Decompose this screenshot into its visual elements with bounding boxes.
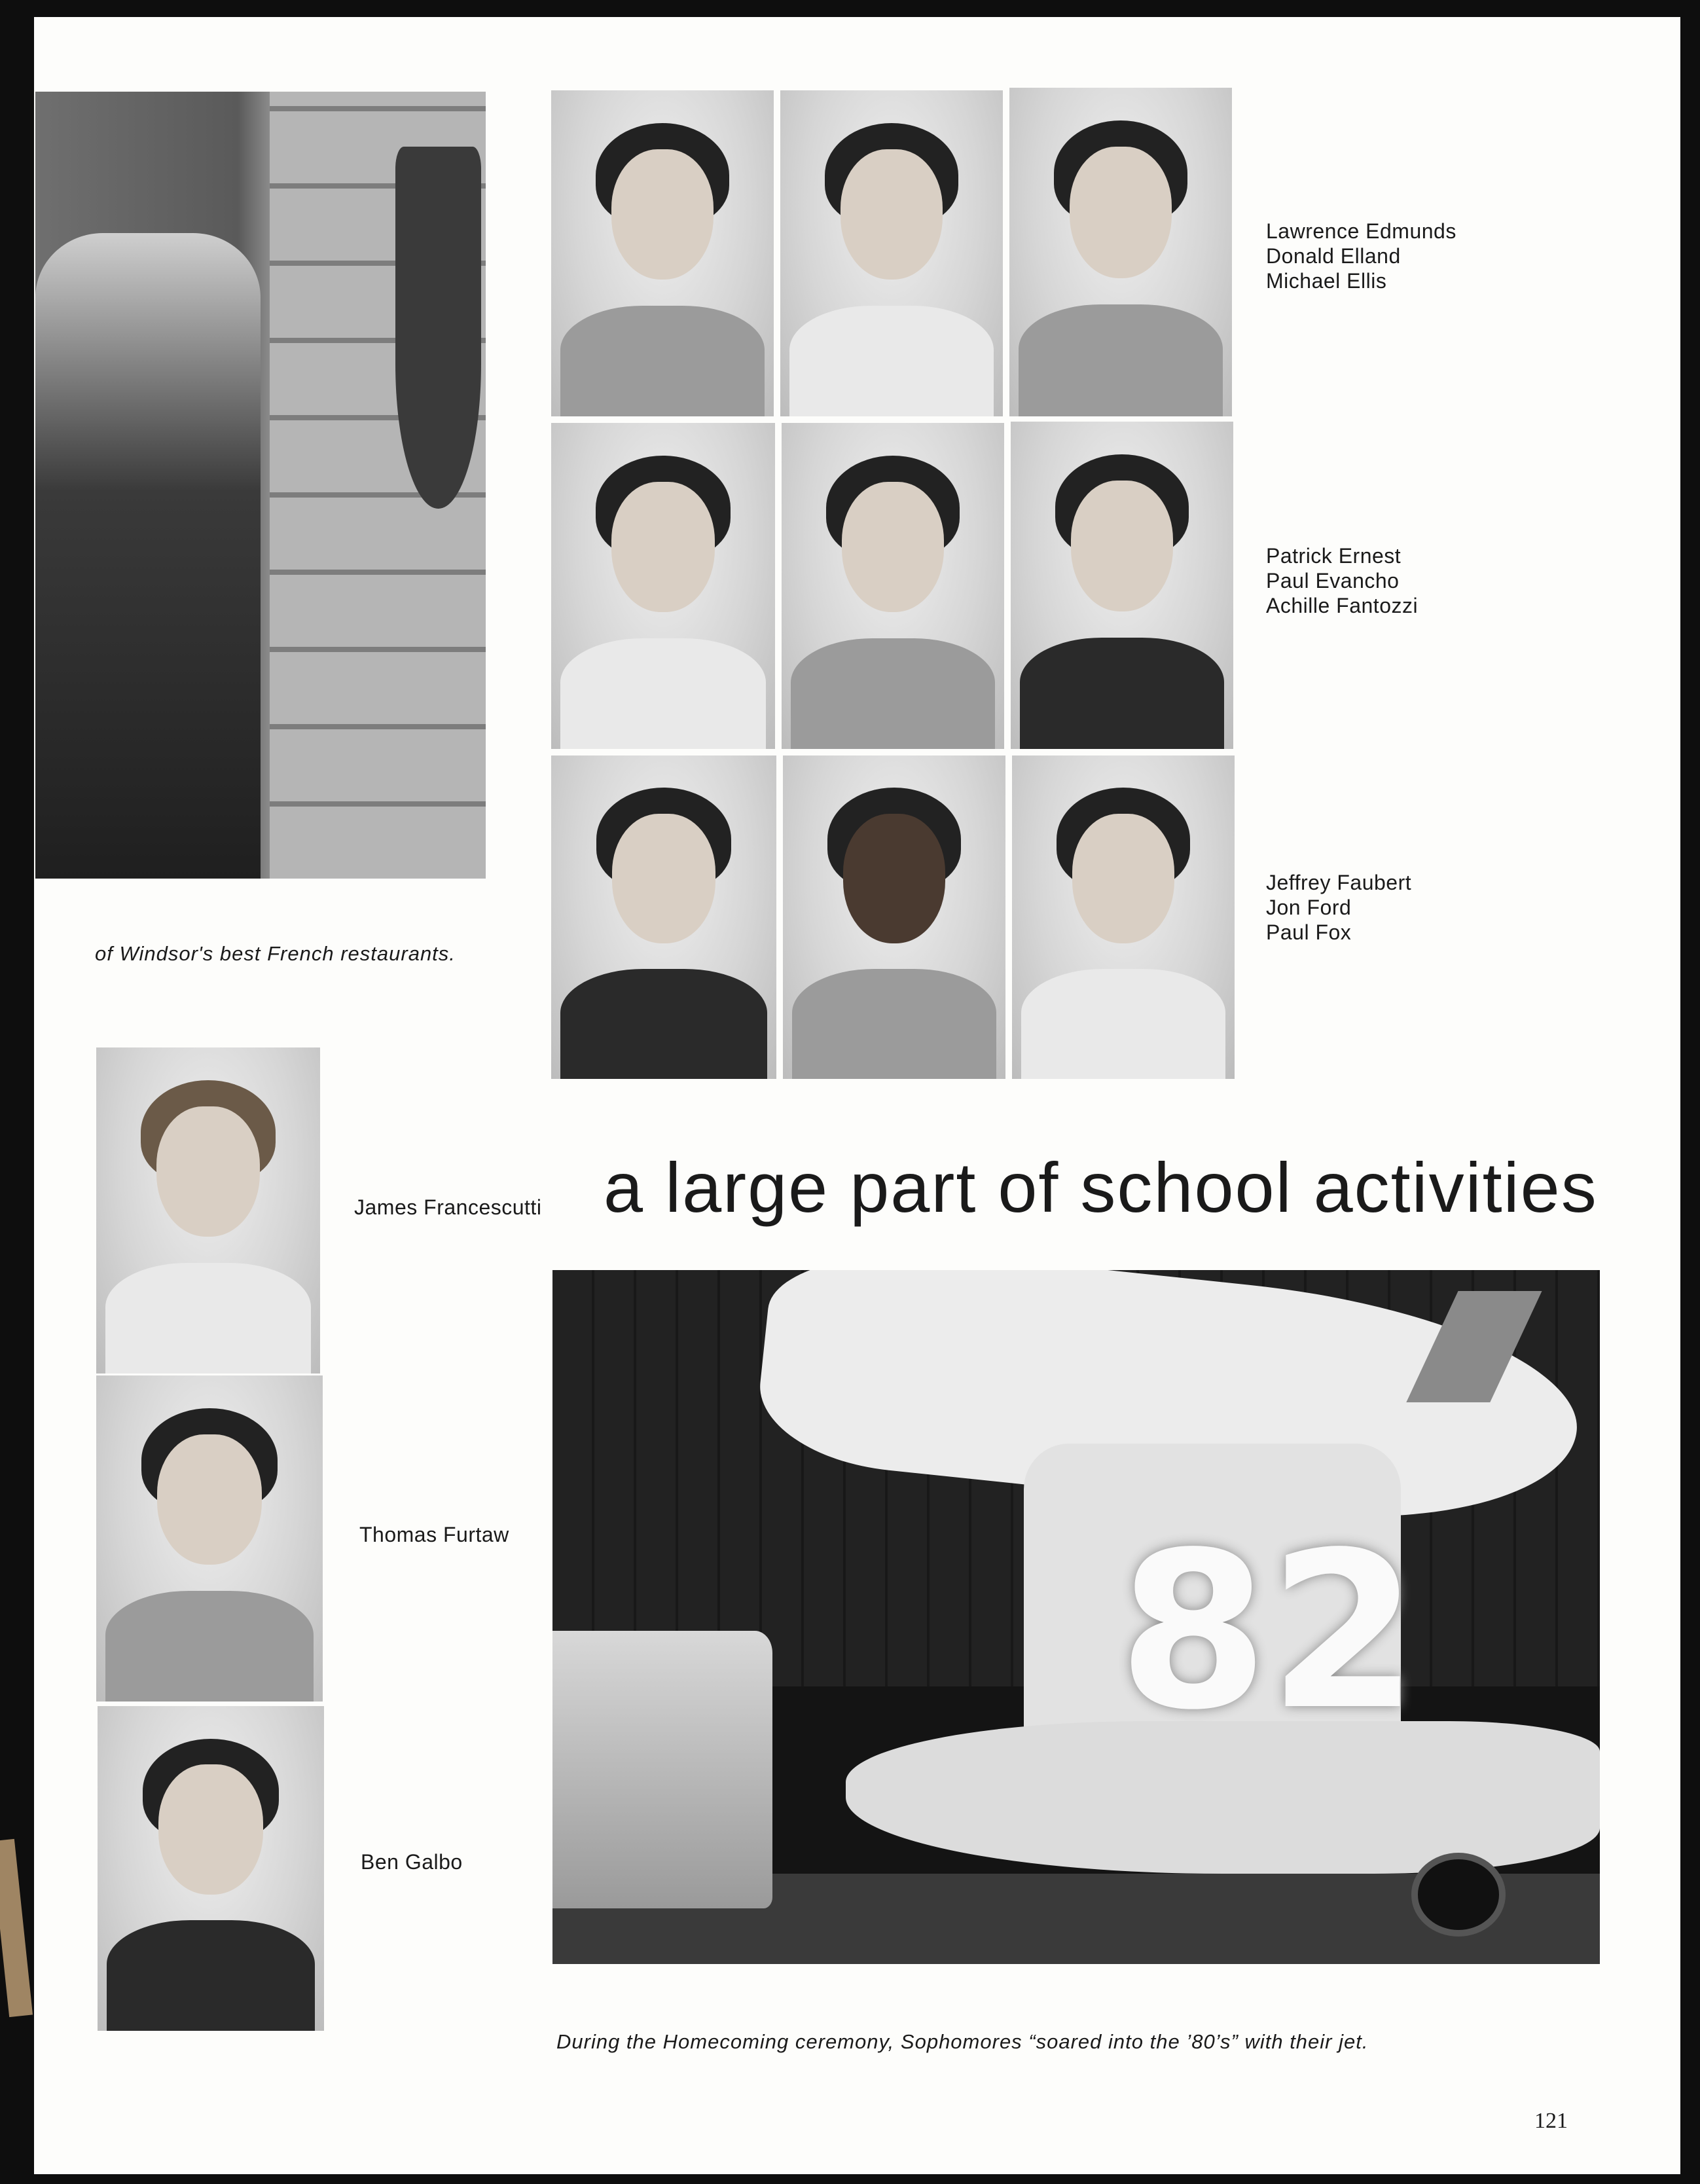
portrait-donald-elland [780, 90, 1003, 416]
portrait-lawrence-edmunds [551, 90, 774, 416]
student-name: Paul Evancho [1266, 569, 1400, 592]
student-name: Paul Fox [1266, 920, 1352, 944]
trailer-wheel [1411, 1853, 1506, 1936]
yearbook-page [34, 17, 1680, 2174]
name-group-1 [1266, 219, 1456, 293]
student-name: Achille Fantozzi [1266, 594, 1419, 617]
float-number: 82 [1118, 1506, 1419, 1758]
group-of-students [35, 233, 261, 879]
crest-shield [395, 147, 481, 509]
student-name: James Francescutti [354, 1195, 542, 1219]
student-name: Jon Ford [1266, 896, 1352, 919]
student-name: Jeffrey Faubert [1266, 871, 1412, 894]
portrait-patrick-ernest [551, 423, 775, 749]
student-name: Patrick Ernest [1266, 544, 1402, 568]
portrait-james-francescutti [96, 1047, 320, 1374]
portrait-achille-fantozzi [1011, 422, 1233, 749]
student-name: Thomas Furtaw [359, 1523, 509, 1546]
name-group-3 [1266, 870, 1411, 945]
portrait-ben-galbo [98, 1706, 324, 2031]
student-name: Donald Elland [1266, 244, 1401, 268]
page-number: 121 [1534, 2109, 1568, 2133]
portrait-thomas-furtaw [96, 1375, 323, 1702]
page-headline: a large part of school activities [604, 1148, 1598, 1227]
portrait-michael-ellis [1009, 88, 1232, 416]
name-group-2 [1266, 543, 1418, 618]
portrait-paul-evancho [782, 423, 1004, 749]
binding-tape [0, 1839, 33, 2017]
homecoming-float-photo [552, 1270, 1600, 1964]
student-name: Michael Ellis [1266, 269, 1387, 293]
float-photo-caption: During the Homecoming ceremony, Sophomores “soared into the ’80’s” with their jet. [556, 2030, 1369, 2053]
portrait-paul-fox [1012, 755, 1235, 1079]
student-name: Ben Galbo [361, 1850, 463, 1874]
group-photo-caption: of Windsor's best French restaurants. [95, 942, 456, 965]
station-wagon [552, 1631, 772, 1908]
student-name: Lawrence Edmunds [1266, 219, 1456, 243]
portrait-jeffrey-faubert [551, 755, 776, 1079]
group-photo [35, 92, 486, 879]
portrait-jon-ford [783, 755, 1005, 1079]
